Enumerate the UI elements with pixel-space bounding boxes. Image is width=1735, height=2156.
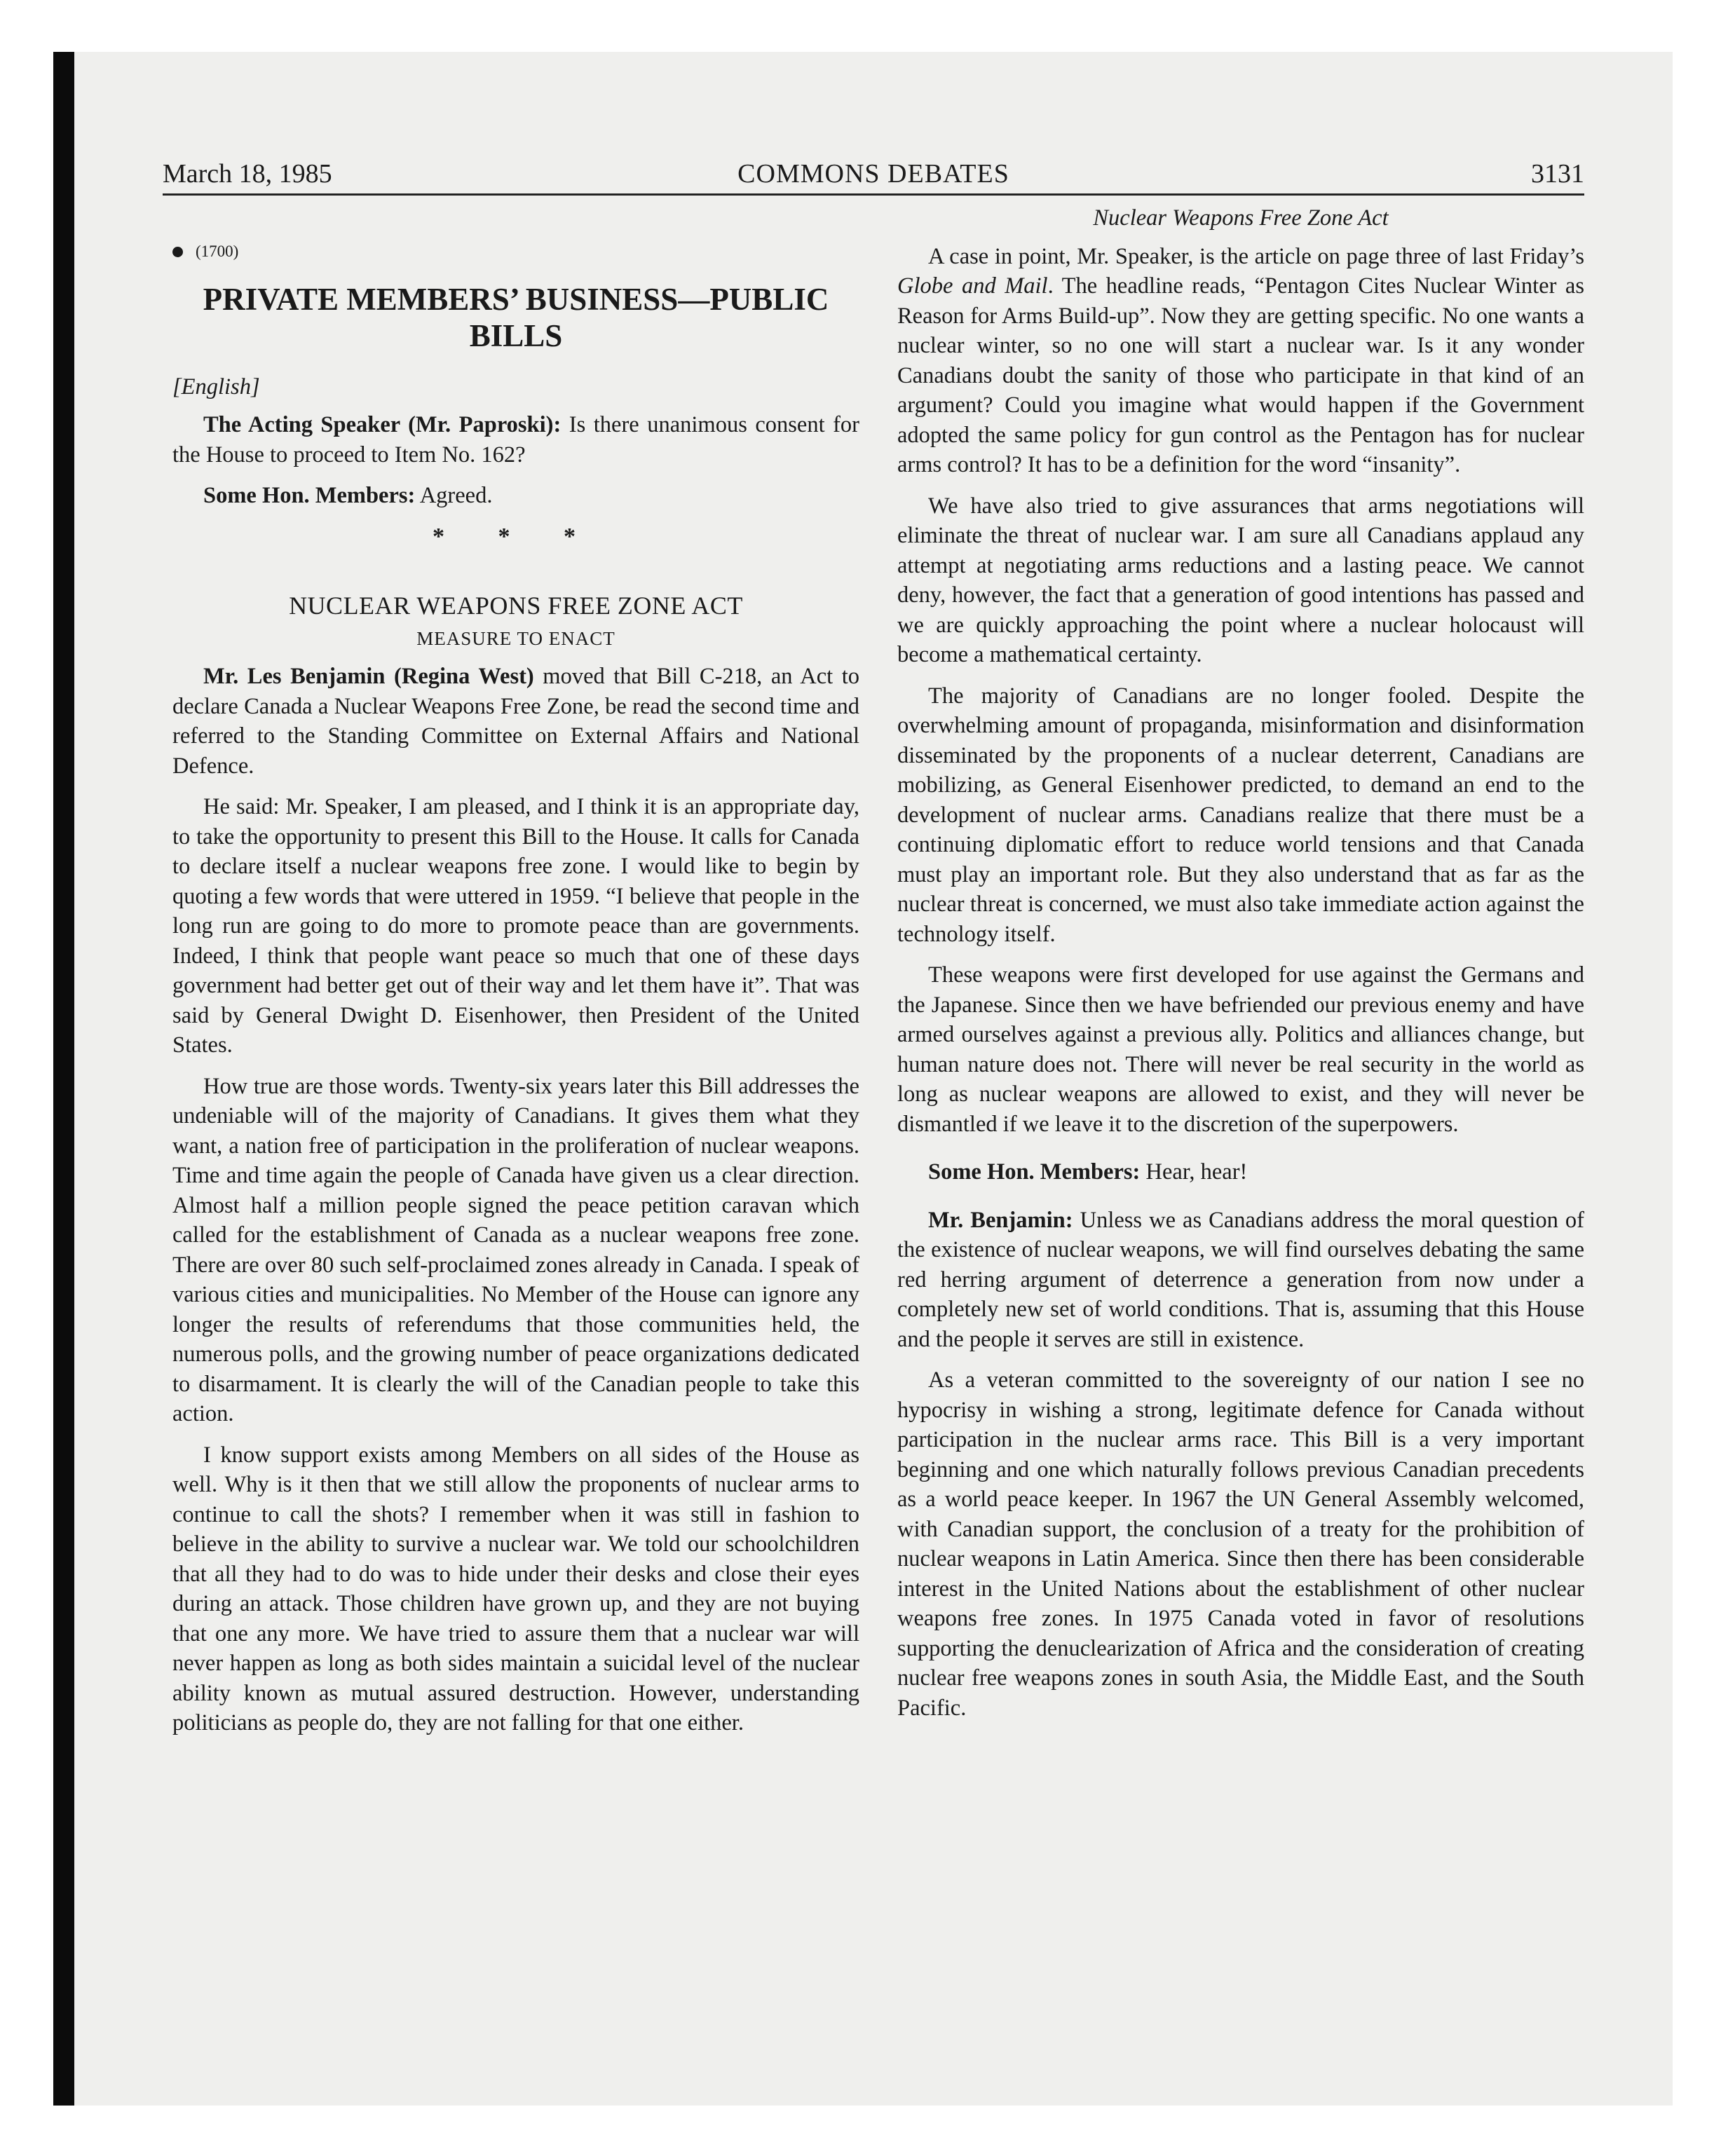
running-title: Nuclear Weapons Free Zone Act xyxy=(1093,205,1389,231)
act-subheading: MEASURE TO ENACT xyxy=(416,627,615,649)
paragraph-text: Unless we as Canadians address the moral question of the existence of nuclear weapons, we will find ourselves debating the same red herring argument of deterrence a generation from now under a completely new set of world conditions. That is, assuming that this House and the people it serves are still in existence. xyxy=(897,1207,1584,1352)
bullet-icon xyxy=(172,247,183,257)
paragraph-text: Is there unanimous consent for the House to proceed to Item No. 162? xyxy=(172,412,859,468)
paragraph-text: A case in point, Mr. Speaker, is the article on page three of last Friday’s xyxy=(928,243,1584,269)
header-publication: COMMONS DEBATES xyxy=(737,159,1009,189)
paragraph-will-of-canadians: How true are those words. Twenty-six years later this Bill addresses the undeniable will of the majority of Canadians. It gives them what they want, a nation free of participation in the proliferation of nuclear weapons. Time and time again the people of Canada have given us a clear direction. Almost half a million people signed the peace petition caravan which called for the establishment of Canada as a nuclear weapons free zone. There are over 80 such self-proclaimed zones already in Canada. I speak of various cities and municipalities. No Member of the House can ignore any longer the results of referendums that those communities held, the numerous polls, and the growing number of peace organizations dedicated to disarmament. It is clearly the will of the Canadian people to take this action. xyxy=(172,1073,859,1426)
speaker-name: Mr. Benjamin: xyxy=(928,1207,1073,1233)
speaker-name: Some Hon. Members: xyxy=(928,1159,1141,1185)
speaker-name: The Acting Speaker (Mr. Paproski): xyxy=(203,412,562,437)
paragraph-support-all-sides: I know support exists among Members on all sides of the House as well. Why is it then that we still allow the proponents of nuclear arms to continue to call the shots? I remember when it was still in fashion to believe in the ability to survive a nuclear war. We told our schoolchildren that all they had to do was to hide under their desks and close their eyes during an attack. Those children have grown up, and they are not buying that one any more. We have tried to assure them that a nuclear war will never happen as long as both sides maintain a suicidal level of the nuclear ability known as mutual assured destruction. However, understanding politicians as people do, they are not falling for that one either. xyxy=(172,1442,859,1735)
paragraph-benjamin-moral-question xyxy=(897,1206,1584,1355)
paragraph-weapons-history: These weapons were first developed for use against the Germans and the Japanese. Since then we have befriended our previous enemy and have armed ourselves against a previous ally. Politics and alliances change, but human nature does not. There will never be real security in the world as long as nuclear weapons are allowed to exist, and they will never be dismantled if we leave it to the discretion of the superpowers. xyxy=(897,962,1584,1137)
paragraph-text: Agreed. xyxy=(415,483,493,508)
language-tag: [English] xyxy=(172,374,260,400)
newspaper-title: Globe and Mail xyxy=(897,273,1048,299)
section-heading: PRIVATE MEMBERS’ BUSINESS—PUBLIC BILLS xyxy=(203,281,829,353)
paragraph-hear-hear xyxy=(897,1157,1584,1187)
paragraph-text: Hear, hear! xyxy=(1140,1159,1248,1185)
header-page-number: 3131 xyxy=(1531,159,1584,189)
section-separator: * * * xyxy=(433,523,599,550)
paragraph-veteran: As a veteran committed to the sovereignty of our nation I see no hypocrisy in wishing a strong, legitimate defence for Canada without participation in the nuclear arms race. This Bill is a very important beginning and one which naturally follows previous Canadian precedents as a world peace keeper. In 1967 the UN General Assembly welcomed, with Canadian support, the conclusion of a treaty for the prohibition of nuclear weapons in Latin America. Since then there has been considerable interest in the United Nations about the establishment of other nuclear weapons free zones. In 1975 Canada voted in favor of resolutions supporting the denuclearization of Africa and the consideration of creating nuclear free weapons zones in south Asia, the Middle East, and the South Pacific. xyxy=(897,1367,1584,1721)
right-column xyxy=(897,203,1584,1734)
paragraph-globe-and-mail xyxy=(897,242,1584,480)
paragraph-canadians-not-fooled: The majority of Canadians are no longer fooled. Despite the overwhelming amount of propaganda, misinformation and disinformation disseminated by the proponents of a nuclear deterrent, Canadians are mobilizing, as General Eisenhower predicted, to demand an end to the development of nuclear arms. Canadians realize that there must be a continuing diplomatic effort to reduce world tensions and that Canada must play an important role. But they also understand that as far as the nuclear threat is concerned, we must also take immediate action against the technology itself. xyxy=(897,683,1584,947)
paragraph-text: . The headline reads, “Pentagon Cites Nuclear Winter as Reason for Arms Build-up”. Now they are getting specific. No one wants a nuclear winter, so no one will start a nuclear war. Is it any wonder Canadians doubt the sanity of those who participate in that kind of an argument? Could you imagine what would happen if the Government adopted the same policy for gun control as the Pentagon has for nuclear arms control? It has to be a definition for the word “insanity”. xyxy=(897,273,1584,477)
paragraph-acting-speaker xyxy=(172,410,859,470)
paragraph-eisenhower-quote: He said: Mr. Speaker, I am pleased, and I think it is an appropriate day, to take the opportunity to present this Bill to the House. It calls for Canada to declare itself a nuclear weapons free zone. I would like to begin by quoting a few words that were uttered in 1959. “I believe that people in the long run are going to do more to promote peace than are governments. Indeed, I think that people want peace so much that one of these days government had better get out of their way and let them have it”. That was said by General Dwight D. Eisenhower, then President of the United States. xyxy=(172,794,859,1058)
left-column xyxy=(172,237,859,1749)
paragraph-motion xyxy=(172,662,859,781)
paragraph-members-agreed xyxy=(172,481,859,511)
scan-shadow-edge xyxy=(53,52,74,2106)
time-marker-text: (1700) xyxy=(196,243,239,260)
page-header xyxy=(163,151,1584,196)
act-heading: NUCLEAR WEAPONS FREE ZONE ACT xyxy=(289,592,743,620)
time-marker xyxy=(172,237,859,267)
paragraph-text: moved that Bill C-218, an Act to declare Canada a Nuclear Weapons Free Zone, be read the second time and referred to the Standing Committee on External Affairs and National Defence. xyxy=(172,664,859,779)
speaker-name: Some Hon. Members: xyxy=(203,483,416,508)
paragraph-arms-negotiations: We have also tried to give assurances that arms negotiations will eliminate the threat of nuclear war. I am sure all Canadians applaud any attempt at negotiating arms reductions and a lasting peace. We cannot deny, however, the fact that a generation of good intentions has passed and we are quickly approaching the point where a nuclear holocaust will become a mathematical certainty. xyxy=(897,493,1584,667)
header-date: March 18, 1985 xyxy=(163,159,332,189)
speaker-name: Mr. Les Benjamin (Regina West) xyxy=(203,664,534,689)
